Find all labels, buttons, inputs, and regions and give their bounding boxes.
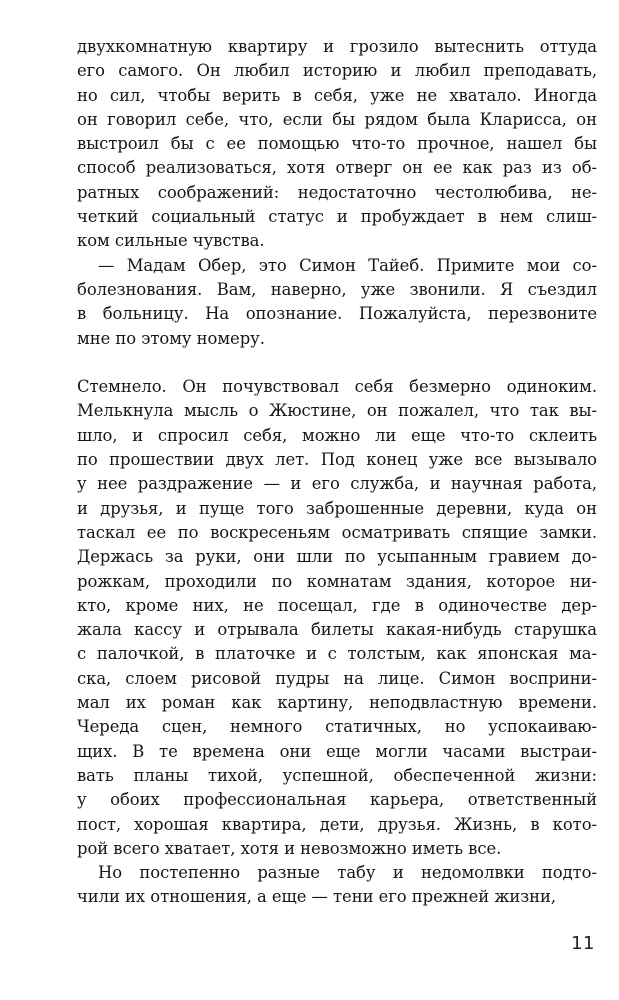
paragraph-p4 [77, 861, 597, 910]
text-line: четкий социальный статус и пробуждает в нем слиш- [77, 207, 597, 227]
text-line: способ реализоваться, хотя отверг он ее как раз из об- [77, 158, 597, 178]
text-line: пост, хорошая квартира, дети, друзья. Жизнь, в кото- [77, 814, 597, 834]
text-line: шло, и спросил себя, можно ли еще что-то склеить [77, 425, 597, 445]
text-line: но сил, чтобы верить в себя, уже не хватало. Иногда [77, 85, 597, 105]
text-line: Череда сцен, немного статичных, но успокаиваю- [77, 717, 597, 737]
text-line: щих. В те времена они еще могли часами выстраи- [77, 741, 597, 761]
page-body-text [77, 35, 597, 910]
text-line: ком сильные чувства. [77, 231, 265, 251]
text-line: и друзья, и пуще того заброшенные деревни, куда он [77, 498, 597, 518]
text-line: по прошествии двух лет. Под конец уже все вызывало [77, 450, 597, 470]
section-break [77, 351, 597, 375]
text-line: Держась за руки, они шли по усыпанным гравием до- [77, 547, 597, 567]
text-line: кто, кроме них, не посещал, где в одиночестве дер- [77, 595, 597, 615]
text-line: мал их роман как картину, неподвластную времени. [77, 693, 597, 713]
text-line: двухкомнатную квартиру и грозило вытеснить оттуда [77, 37, 597, 56]
text-line: — Мадам Обер, это Симон Тайеб. Примите мои со- [98, 255, 597, 275]
text-line: выстроил бы с ее помощью что-то прочное, нашел бы [77, 134, 597, 154]
text-line: его самого. Он любил историю и любил преподавать, [77, 61, 597, 81]
text-line: Стемнело. Он почувствовал себя безмерно одиноким. [77, 377, 597, 397]
text-line: вать планы тихой, успешной, обеспеченной жизни: [77, 765, 597, 785]
text-line: Но постепенно разные табу и недомолвки подто- [98, 863, 597, 883]
text-line: чили их отношения, а еще — тени его прежней жизни, [77, 887, 557, 907]
text-line: ска, слоем рисовой пудры на лице. Симон восприни- [77, 668, 597, 688]
text-line: рой всего хватает, хотя и невозможно иметь все. [77, 838, 502, 858]
text-line: он говорил себе, что, если бы рядом была Кларисса, он [77, 109, 597, 129]
text-line: с палочкой, в платочке и с толстым, как японская ма- [77, 644, 597, 664]
paragraph-p2 [77, 254, 597, 351]
text-line: мне по этому номеру. [77, 328, 265, 348]
text-line: рожкам, проходили по комнатам здания, которое ни- [77, 571, 597, 591]
text-line: Мелькнула мысль о Жюстине, он пожалел, что так вы- [77, 401, 597, 421]
text-line: жала кассу и отрывала билеты какая-нибудь старушка [77, 620, 597, 640]
text-line: таскал ее по воскресеньям осматривать спящие замки. [77, 522, 597, 542]
paragraph-p1 [77, 35, 597, 254]
text-line: ратных соображений: недостаточно честолюбива, не- [77, 182, 597, 202]
paragraph-p3 [77, 375, 597, 861]
text-line: болезнования. Вам, наверно, уже звонили. Я съездил [77, 279, 597, 299]
text-line: у обоих профессиональная карьера, ответственный [77, 790, 597, 810]
page-number: 11 [571, 933, 595, 954]
text-line: у нее раздражение — и его служба, и научная работа, [77, 474, 597, 494]
text-line: в больницу. На опознание. Пожалуйста, перезвоните [77, 304, 597, 324]
